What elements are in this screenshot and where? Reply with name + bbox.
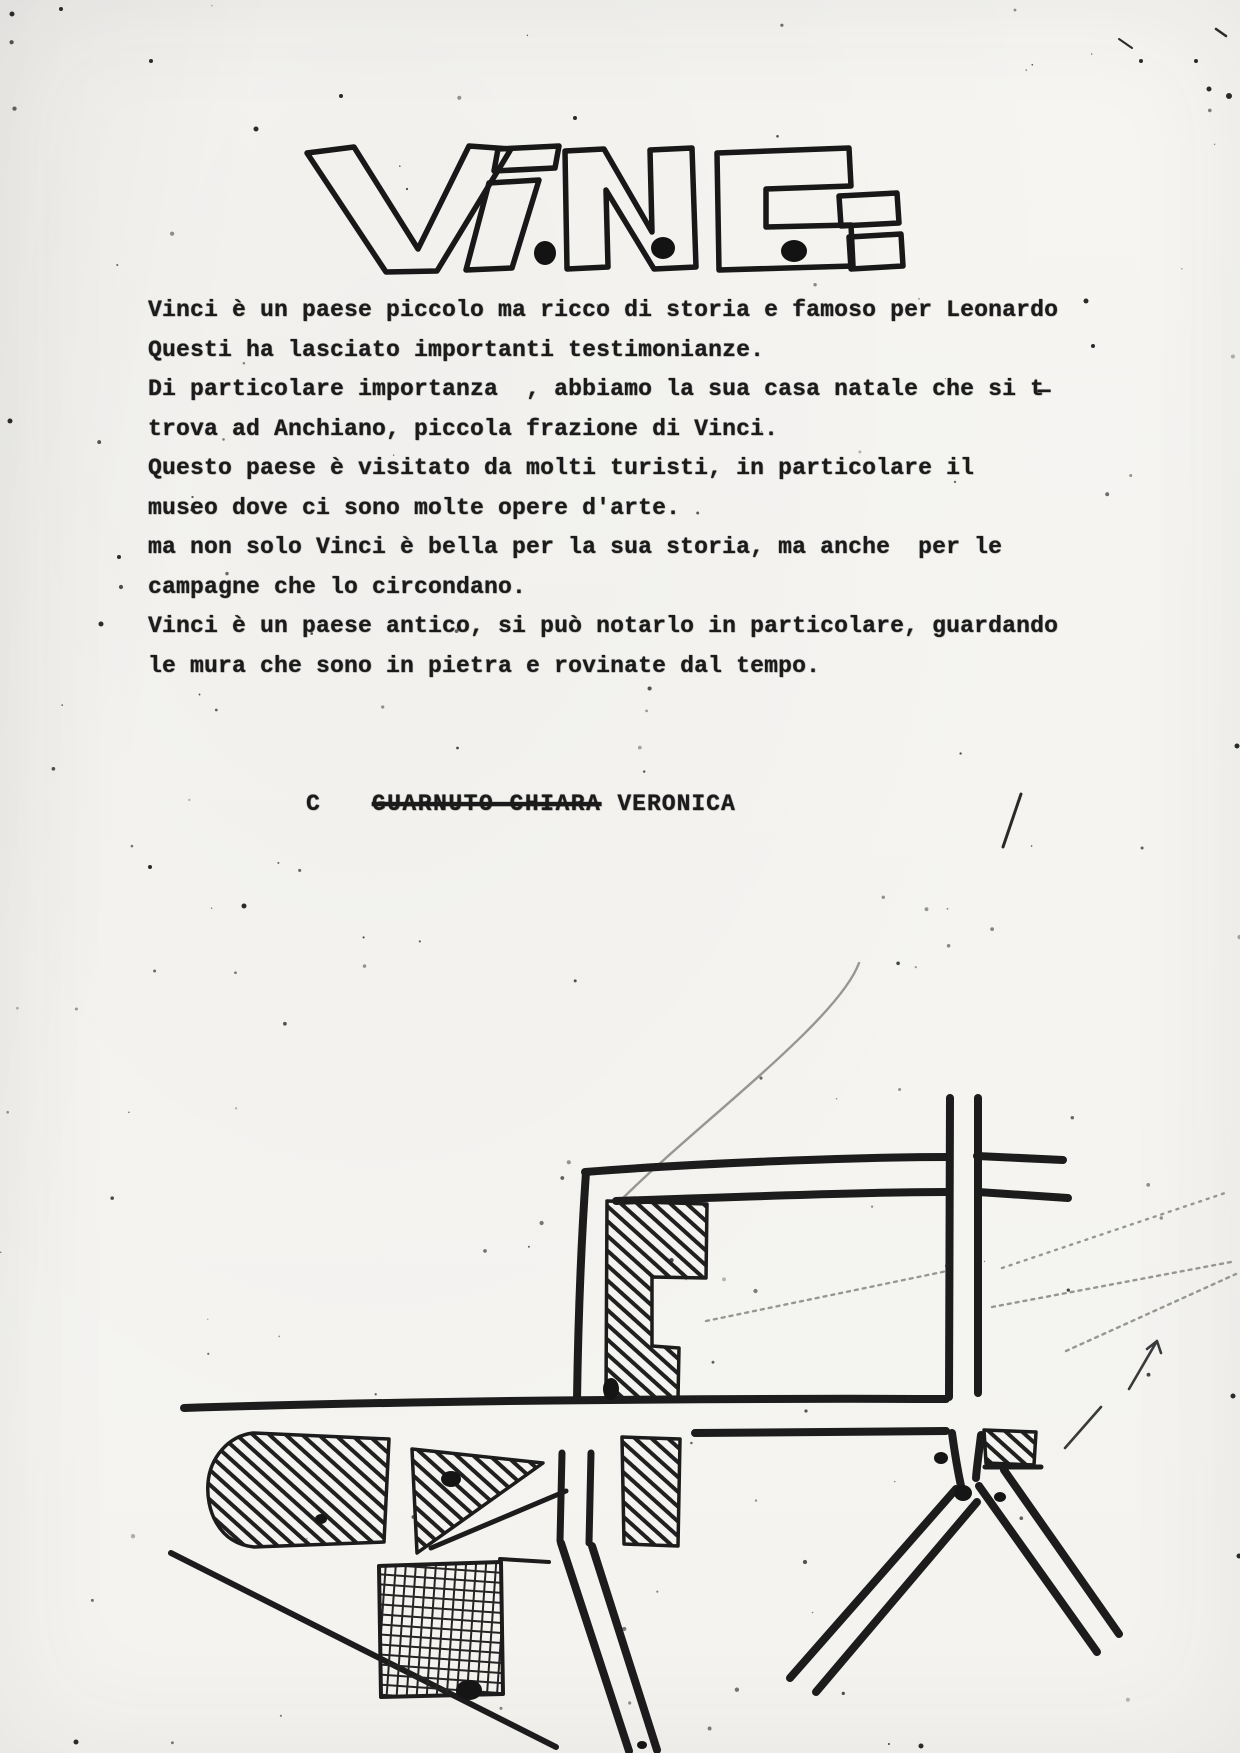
pencil-ray-2: [992, 1262, 1231, 1307]
building-hatched-rect: [622, 1437, 680, 1546]
signature-struck-name: GUARNUTO CHIARA: [371, 791, 602, 817]
title-stencil-vinci: [307, 146, 903, 272]
signature-line: [306, 791, 736, 817]
arrow-stroke-1: [1065, 1407, 1101, 1448]
signature-initial: C: [306, 791, 320, 817]
pencil-ray-1: [706, 1271, 947, 1321]
road-west-lower-b: [589, 1453, 591, 1543]
map-buildings: [208, 1201, 1036, 1697]
map-arrow-strokes: [1065, 1341, 1161, 1448]
road-bottom-vertical-a: [561, 1543, 629, 1751]
pen-stroke-right-margin: [1003, 794, 1021, 847]
arrow-stroke-2: [1129, 1341, 1161, 1389]
body-line: ma non solo Vinci è bella per la sua storia, ma anche per le: [148, 534, 1003, 560]
body-line: Vinci è un paese piccolo ma ricco di storia e famoso per Leonardo: [148, 297, 1059, 323]
body-line: le mura che sono in pietra e rovinate dal tempo.: [148, 652, 821, 679]
building-small-block: [984, 1430, 1036, 1465]
stencil-letter-i2-bottom: [849, 234, 903, 269]
body-line: museo dove ci sono molte opere d'arte.: [148, 494, 681, 521]
body-line: Questo paese è visitato da molti turisti, in particolare il: [148, 455, 975, 481]
pencil-ray-4: [1002, 1192, 1228, 1268]
building-stadium-oval: [208, 1433, 389, 1547]
stencil-letter-n: [565, 148, 696, 269]
road-top-upper-left: [585, 1157, 948, 1172]
stencil-letter-i1-bar: [466, 180, 539, 270]
map-roads: [171, 1098, 1119, 1751]
road-fork-left-b: [816, 1502, 977, 1692]
road-east-lower-a: [952, 1433, 961, 1486]
road-middle-upper: [184, 1399, 946, 1408]
body-line: campagne che lo circondano.: [148, 573, 527, 600]
crosshatch-top-line: [500, 1559, 549, 1562]
hand-drawn-map: [171, 963, 1236, 1751]
building-wedge-triangle: [412, 1449, 543, 1553]
road-top-lower-right: [978, 1192, 1068, 1198]
body-line: Questi ha lasciato importanti testimonianze.: [148, 336, 765, 363]
road-middle-lower: [695, 1431, 946, 1433]
road-fork-right-a: [979, 1486, 1097, 1652]
corner-mark-top-right: [1216, 29, 1226, 36]
road-west-vertical: [577, 1172, 586, 1400]
road-top-lower-left: [616, 1192, 947, 1201]
building-crosshatch: [379, 1562, 503, 1697]
road-east-lower-b: [976, 1435, 981, 1478]
pencil-ray-3: [1066, 1274, 1236, 1351]
road-west-lower-a: [560, 1453, 562, 1541]
building-f-shape: [606, 1201, 707, 1399]
road-top-upper-right: [977, 1156, 1063, 1160]
body-line: Di particolare importanza , abbiamo la sua casa natale che si t̶: [148, 376, 1045, 402]
body-line: Vinci è un paese antico, si può notarlo in particolare, guardando: [148, 613, 1059, 639]
body-line: trova ad Anchiano, piccola frazione di Vinci.: [148, 415, 779, 442]
road-bottom-vertical-b: [592, 1546, 657, 1750]
mark-top-right-2: [1119, 39, 1132, 48]
road-east-vertical-a: [949, 1098, 950, 1397]
road-fork-left-a: [790, 1489, 956, 1678]
title-ink-blobs: [534, 237, 807, 265]
photocopy-noise: [0, 5, 1240, 1745]
typewritten-paragraph: [148, 291, 1108, 686]
stencil-letter-i2-top: [839, 193, 899, 226]
signature-name: VERONICA: [617, 791, 736, 817]
